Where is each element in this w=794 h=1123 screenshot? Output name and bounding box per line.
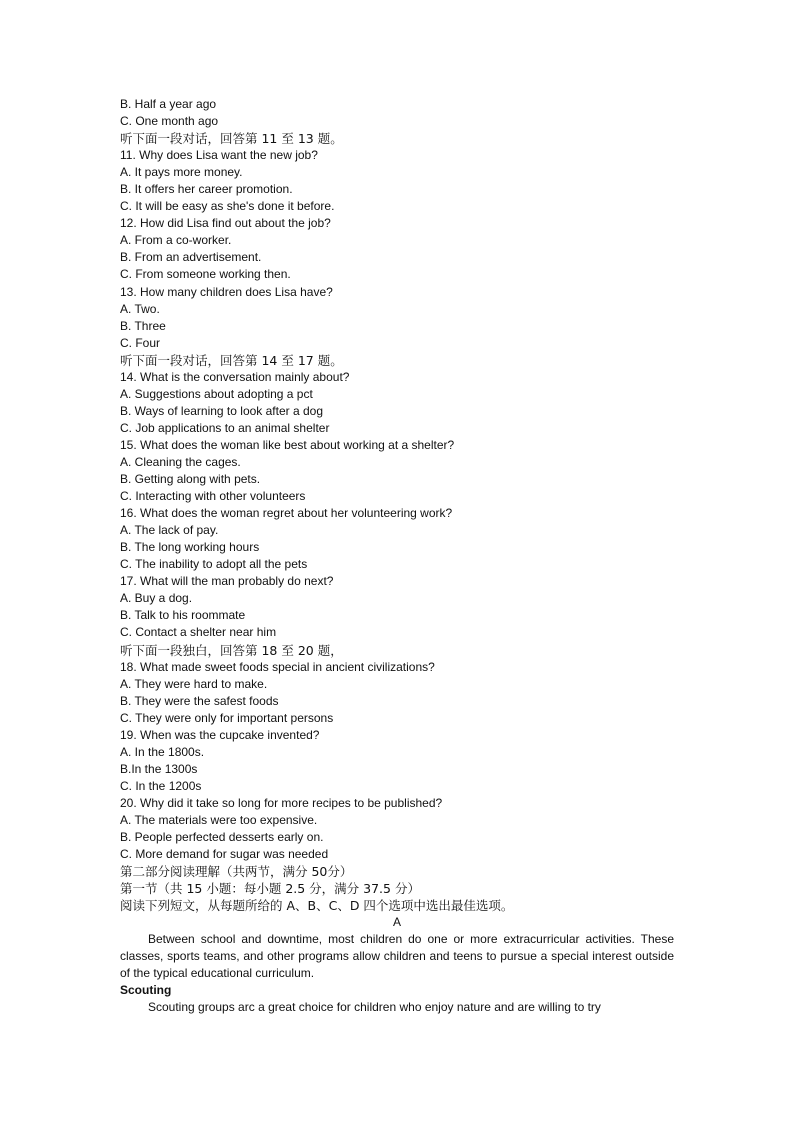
option-line: C. The inability to adopt all the pets [120, 557, 308, 572]
part-heading: 第二部分阅读理解（共两节，满分 50分） [120, 864, 353, 880]
question-line: 14. What is the conversation mainly about? [120, 369, 350, 384]
option-line: C. Interacting with other volunteers [120, 489, 306, 504]
option-line: B. They were the safest foods [120, 693, 279, 708]
option-line: A. Suggestions about adopting a pct [120, 386, 313, 401]
option-line: B. Getting along with pets. [120, 472, 261, 487]
question-line: 20. Why did it take so long for more recipes to be published? [120, 795, 443, 810]
section-instruction: 听下面一段独白，回答第 18 至 20 题， [120, 642, 343, 658]
option-line: B. Talk to his roommate [120, 608, 246, 623]
passage-intro: Between school and downtime, most children do one or more extracurricular activities. These classes, sports teams, and other programs allow children and teens to pursue a special interest outside of the typical educational curriculum. [120, 932, 674, 981]
question-line: 19. When was the cupcake invented? [120, 727, 320, 742]
question-line: 11. Why does Lisa want the new job? [120, 148, 318, 163]
option-line: A. The materials were too expensive. [120, 812, 318, 827]
section-instruction: 阅读下列短文，从每题所给的 A、B、C、D 四个选项中选出最佳选项。 [120, 898, 514, 914]
option-line: C. From someone working then. [120, 267, 291, 282]
option-line: C. In the 1200s [120, 778, 202, 793]
question-line: 18. What made sweet foods special in ancient civilizations? [120, 659, 435, 674]
option-line: C. Contact a shelter near him [120, 625, 277, 640]
option-line: B. Three [120, 318, 166, 333]
option-line: A. Cleaning the cages. [120, 454, 241, 469]
option-line: A. It pays more money. [120, 165, 243, 180]
section-heading: 第一节（共 15 小题：每小题 2.5 分，满分 37.5 分） [120, 881, 420, 897]
option-line: B. People perfected desserts early on. [120, 830, 324, 845]
option-line: C. It will be easy as she's done it before. [120, 199, 335, 214]
section-instruction: 听下面一段对话，回答第 14 至 17 题。 [120, 352, 343, 368]
question-line: 15. What does the woman like best about working at a shelter? [120, 437, 455, 452]
option-line: B. Ways of learning to look after a dog [120, 403, 323, 418]
option-line: B. It offers her career promotion. [120, 182, 293, 197]
question-line: 12. How did Lisa find out about the job? [120, 216, 331, 231]
passage-body: Scouting groups arc a great choice for children who enjoy nature and are willing to try [148, 1000, 601, 1015]
option-line: C. They were only for important persons [120, 710, 334, 725]
question-line: 16. What does the woman regret about her volunteering work? [120, 506, 453, 521]
section-instruction: 听下面一段对话，回答第 11 至 13 题。 [120, 131, 343, 147]
option-line: C. Four [120, 335, 161, 350]
option-line: B. The long working hours [120, 540, 260, 555]
document-content [120, 96, 674, 1017]
option-line: C. One month ago [120, 114, 219, 129]
passage-subheading: Scouting [120, 983, 172, 998]
option-line: A. The lack of pay. [120, 523, 219, 538]
option-line: B.In the 1300s [120, 761, 198, 776]
option-line: B. Half a year ago [120, 97, 217, 111]
question-line: 17. What will the man probably do next? [120, 574, 334, 589]
option-line: C. Job applications to an animal shelter [120, 420, 330, 435]
option-line: A. Two. [120, 301, 160, 316]
question-line: 13. How many children does Lisa have? [120, 284, 333, 299]
option-line: A. In the 1800s. [120, 744, 205, 759]
option-line: A. Buy a dog. [120, 591, 193, 606]
option-line: A. They were hard to make. [120, 676, 268, 691]
passage-label: A [392, 915, 401, 930]
option-line: A. From a co-worker. [120, 233, 232, 248]
option-line: C. More demand for sugar was needed [120, 847, 329, 862]
option-line: B. From an advertisement. [120, 250, 262, 265]
